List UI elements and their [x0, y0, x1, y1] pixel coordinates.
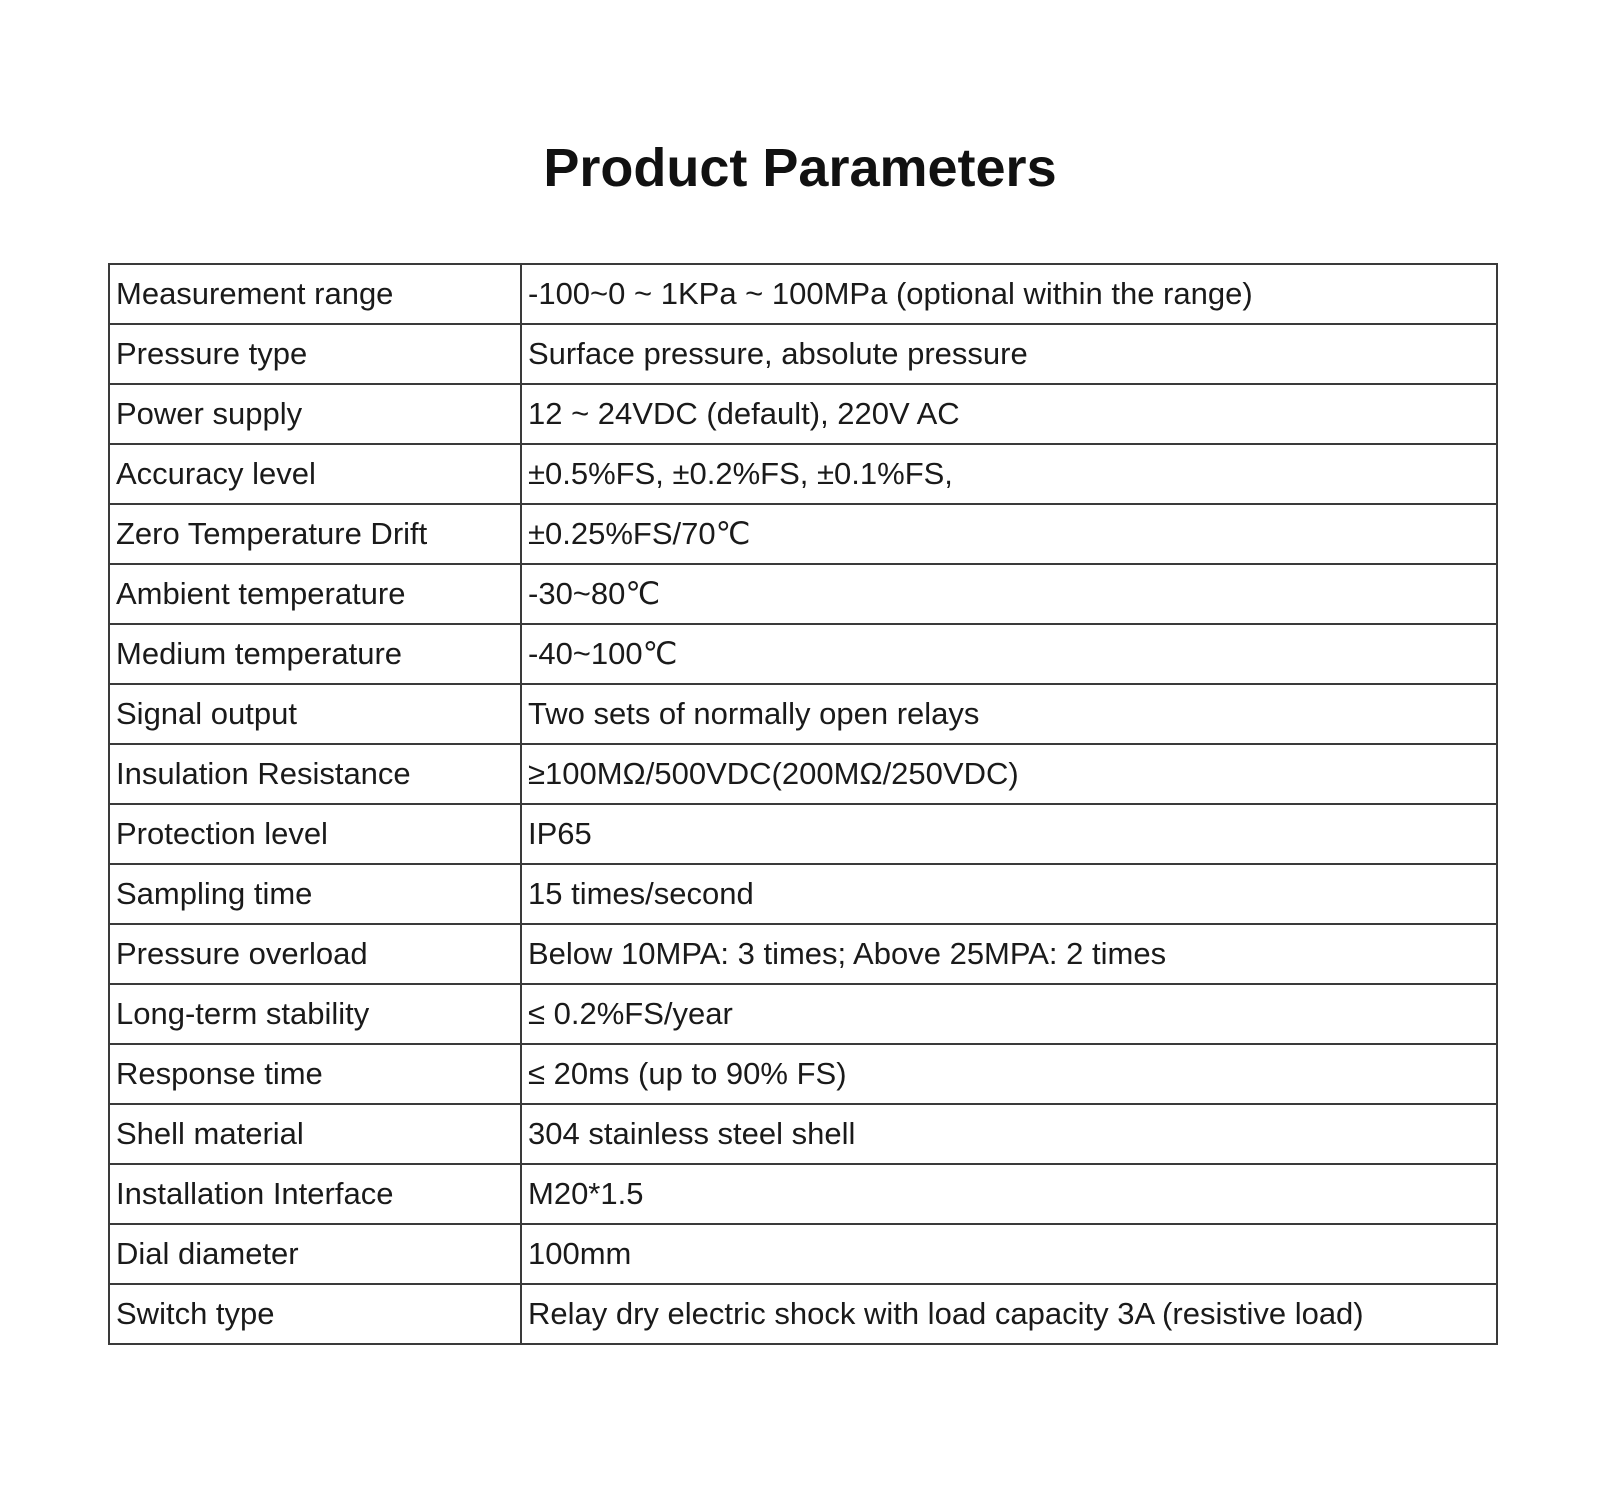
page-title: Product Parameters [543, 138, 1057, 198]
parameter-name: Zero Temperature Drift [109, 504, 521, 564]
table-row [109, 1104, 1497, 1164]
parameter-name: Insulation Resistance [109, 744, 521, 804]
parameter-name: Signal output [109, 684, 521, 744]
parameter-value: ≥100MΩ/500VDC(200MΩ/250VDC) [521, 744, 1497, 804]
parameter-name: Medium temperature [109, 624, 521, 684]
table-row [109, 504, 1497, 564]
table-row [109, 684, 1497, 744]
parameter-value: 304 stainless steel shell [521, 1104, 1497, 1164]
table-row [109, 384, 1497, 444]
parameter-value: 100mm [521, 1224, 1497, 1284]
table-row [109, 1164, 1497, 1224]
parameter-name: Pressure overload [109, 924, 521, 984]
parameter-name: Protection level [109, 804, 521, 864]
parameter-name: Shell material [109, 1104, 521, 1164]
table-row [109, 564, 1497, 624]
parameter-value: M20*1.5 [521, 1164, 1497, 1224]
table-row [109, 864, 1497, 924]
parameter-value: -100~0 ~ 1KPa ~ 100MPa (optional within the range) [521, 264, 1497, 324]
table-row [109, 1044, 1497, 1104]
parameter-name: Long-term stability [109, 984, 521, 1044]
parameter-value: Below 10MPA: 3 times; Above 25MPA: 2 times [521, 924, 1497, 984]
table-row [109, 924, 1497, 984]
parameter-value: 12 ~ 24VDC (default), 220V AC [521, 384, 1497, 444]
table-row [109, 804, 1497, 864]
parameter-name: Pressure type [109, 324, 521, 384]
parameter-value: ±0.25%FS/70℃ [521, 504, 1497, 564]
table-row [109, 1224, 1497, 1284]
table-row [109, 744, 1497, 804]
parameter-name: Power supply [109, 384, 521, 444]
parameter-value: ≤ 0.2%FS/year [521, 984, 1497, 1044]
table-row [109, 324, 1497, 384]
parameter-name: Response time [109, 1044, 521, 1104]
parameter-value: Two sets of normally open relays [521, 684, 1497, 744]
parameter-name: Dial diameter [109, 1224, 521, 1284]
parameter-value: IP65 [521, 804, 1497, 864]
parameter-name: Sampling time [109, 864, 521, 924]
table-row [109, 444, 1497, 504]
table-row [109, 984, 1497, 1044]
parameter-value: 15 times/second [521, 864, 1497, 924]
parameter-name: Accuracy level [109, 444, 521, 504]
parameter-name: Measurement range [109, 264, 521, 324]
table-row [109, 1284, 1497, 1344]
parameter-value: ≤ 20ms (up to 90% FS) [521, 1044, 1497, 1104]
parameter-name: Ambient temperature [109, 564, 521, 624]
parameter-value: -30~80℃ [521, 564, 1497, 624]
parameter-value: ±0.5%FS, ±0.2%FS, ±0.1%FS, [521, 444, 1497, 504]
table-row [109, 624, 1497, 684]
parameter-value: -40~100℃ [521, 624, 1497, 684]
parameter-value: Surface pressure, absolute pressure [521, 324, 1497, 384]
parameter-name: Switch type [109, 1284, 521, 1344]
parameters-table [108, 263, 1498, 1345]
parameter-value: Relay dry electric shock with load capacity 3A (resistive load) [521, 1284, 1497, 1344]
parameter-name: Installation Interface [109, 1164, 521, 1224]
table-row [109, 264, 1497, 324]
